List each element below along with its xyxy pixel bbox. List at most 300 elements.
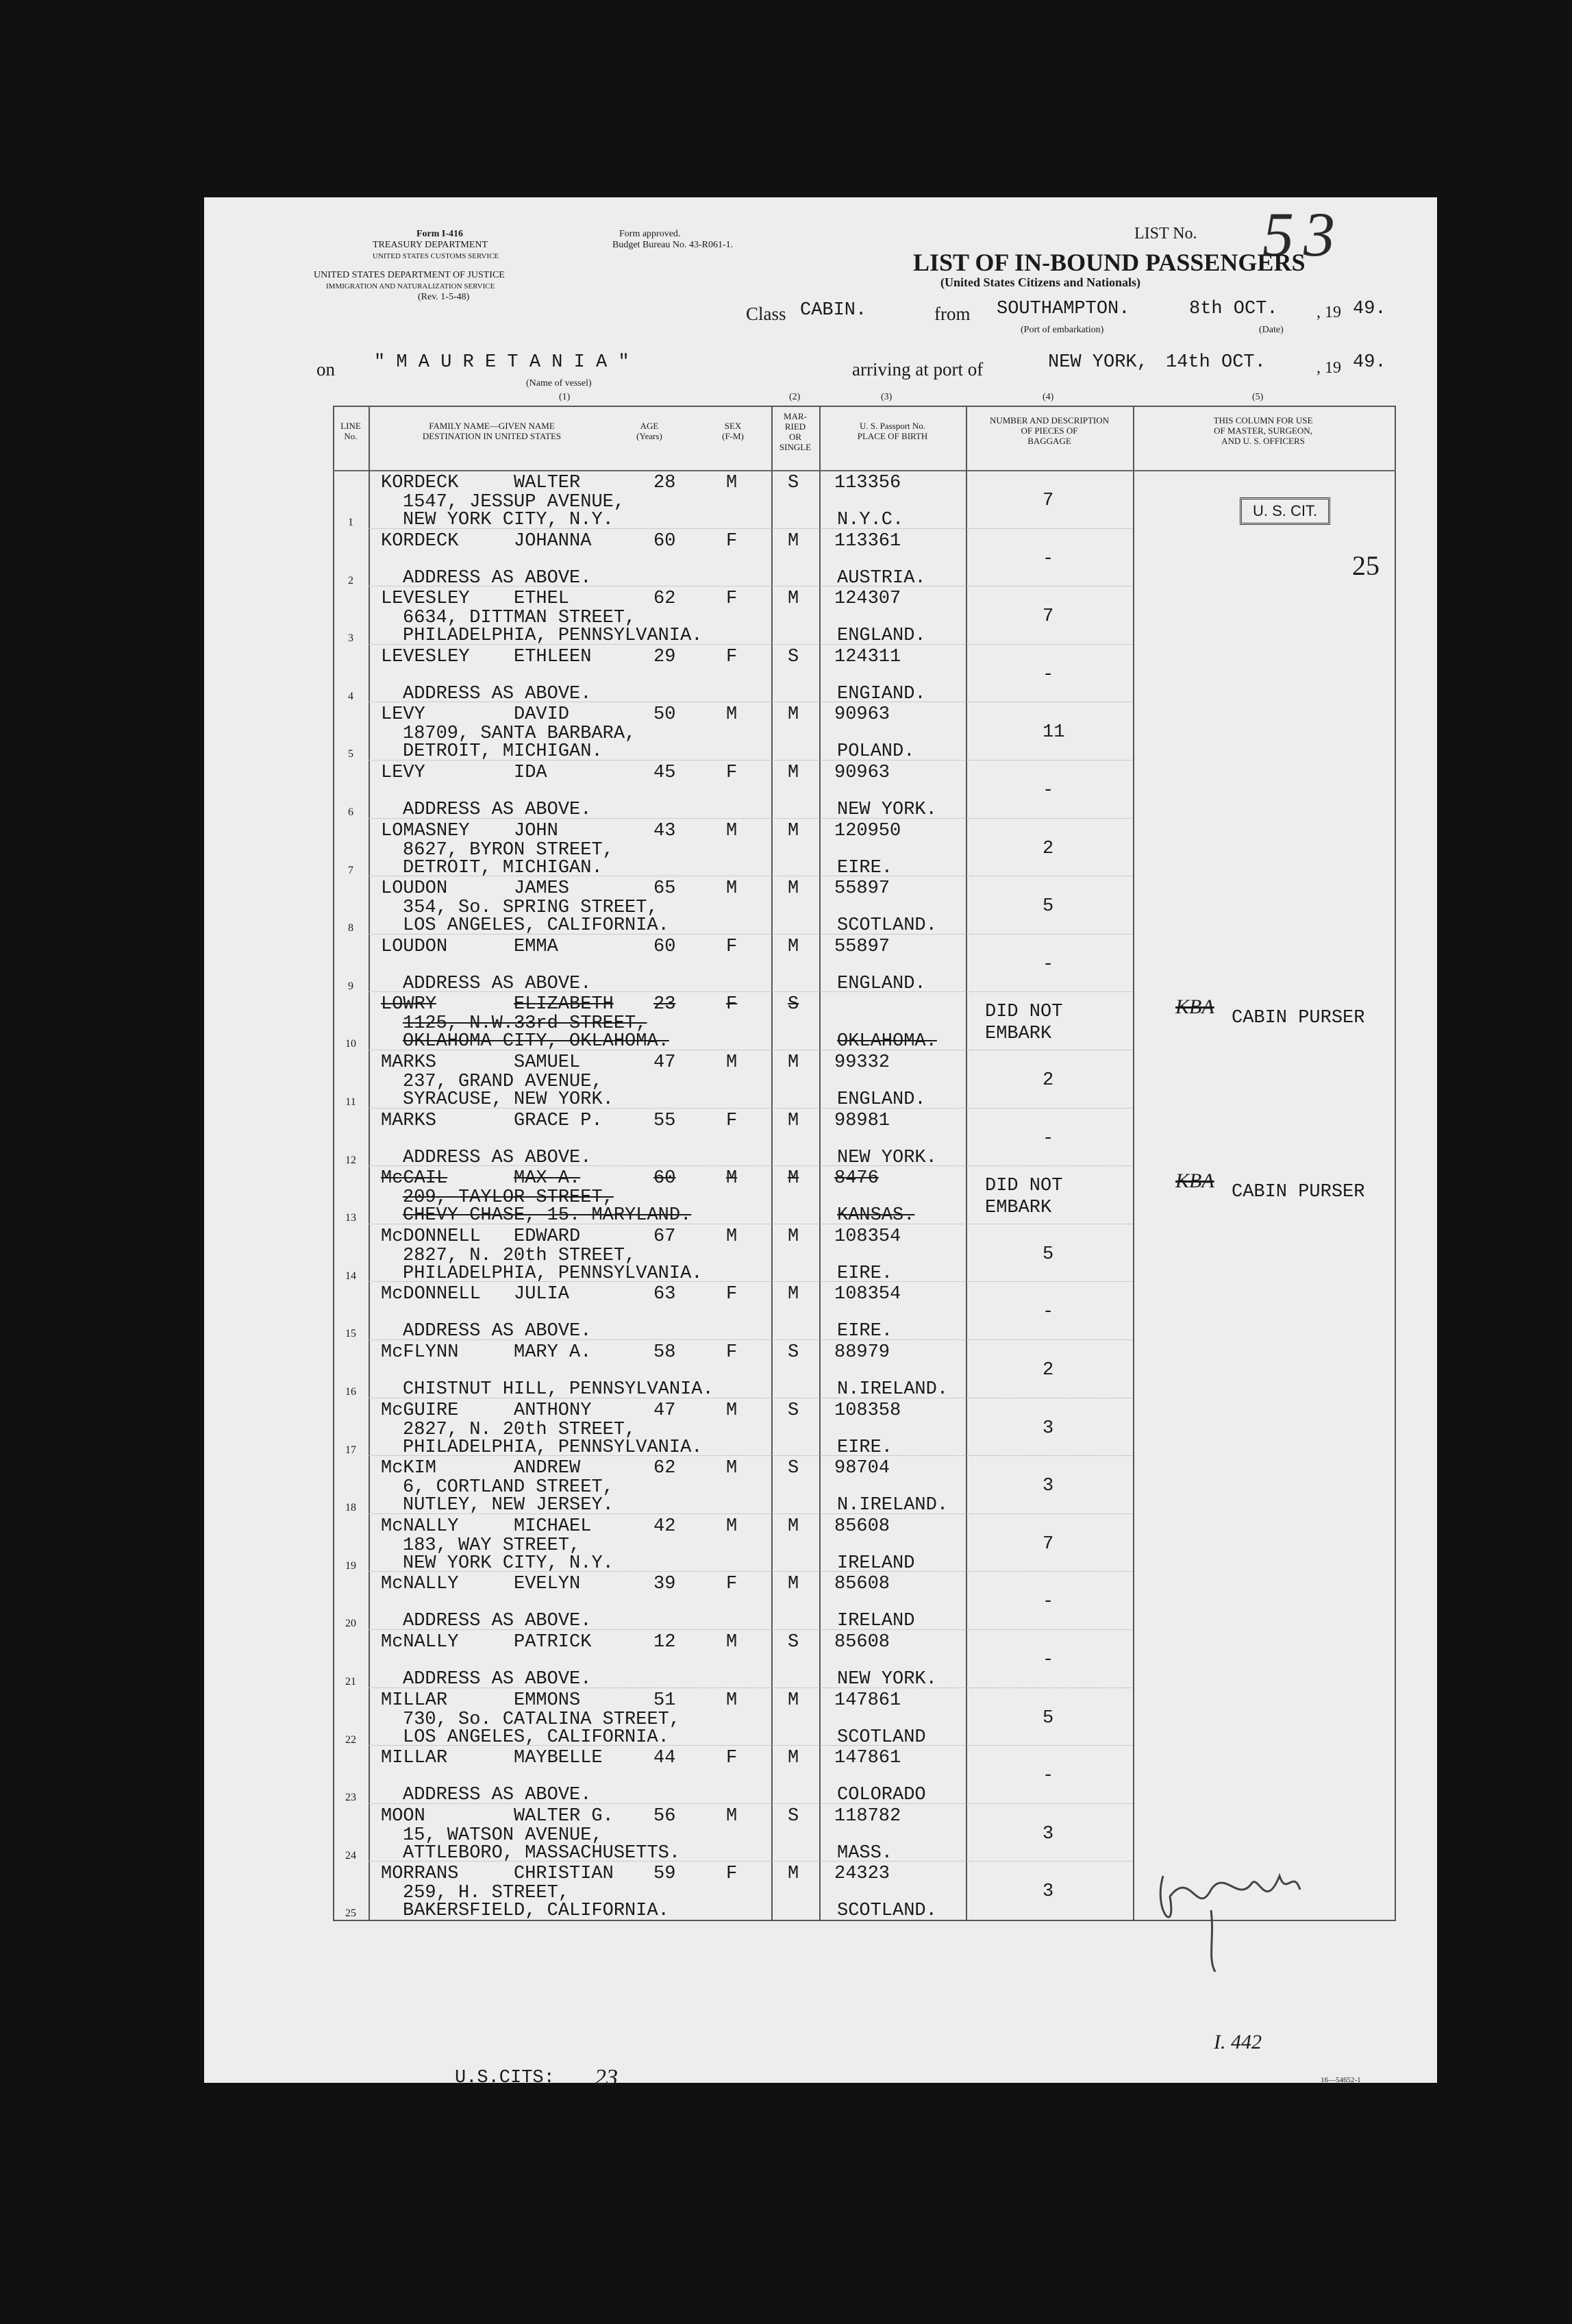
baggage-count: 2 (1043, 1070, 1054, 1091)
sex: F (726, 589, 738, 610)
address-line-1: 2827, N. 20th STREET, (403, 1419, 636, 1440)
passport-number: 108354 (834, 1284, 901, 1305)
table-row (204, 1689, 1437, 1747)
year-prefix-2: , 19 (1317, 359, 1341, 377)
given-name: IDA (514, 763, 547, 783)
marital-status: M (788, 763, 799, 783)
passport-number: 55897 (834, 936, 890, 957)
line-number: 24 (345, 1849, 356, 1862)
given-name: JAMES (514, 878, 570, 900)
age: 55 (653, 1110, 676, 1131)
year-2: 49. (1353, 352, 1386, 373)
marital-status: M (788, 1748, 799, 1769)
given-name: ANTHONY (514, 1400, 592, 1421)
address-line-2: LOS ANGELES, CALIFORNIA. (403, 1727, 669, 1748)
row-separator (369, 1513, 1133, 1514)
row-separator (369, 1803, 1133, 1804)
surname: McNALLY (381, 1632, 459, 1653)
sex: F (726, 1284, 738, 1305)
on-label: on (316, 359, 335, 380)
officer-note: CABIN PURSER (1232, 1182, 1365, 1203)
place-of-birth: ENGLAND. (837, 973, 926, 994)
surname: MARKS (381, 1052, 437, 1073)
marital-status: S (788, 1400, 799, 1421)
passport-number: 147861 (834, 1690, 901, 1711)
surname: LEVESLEY (381, 589, 470, 610)
table-row (204, 1457, 1437, 1515)
sex: F (726, 936, 738, 957)
passport-number: 98981 (834, 1110, 890, 1131)
sex: F (726, 530, 738, 552)
passport-number: 8476 (834, 1168, 879, 1189)
marital-status: S (788, 473, 799, 493)
surname: LOMASNEY (381, 820, 470, 841)
baggage-count: 3 (1043, 1418, 1054, 1439)
marital-status: S (788, 1342, 799, 1363)
age: 43 (653, 820, 676, 841)
marital-status: M (788, 530, 799, 552)
address-line-1: 237, GRAND AVENUE, (403, 1072, 603, 1092)
address-line-1: 730, So. CATALINA STREET, (403, 1709, 681, 1730)
place-of-birth: ENGLAND. (837, 626, 926, 647)
from-label: from (934, 304, 971, 324)
sex: M (726, 1690, 738, 1711)
passport-number: 98704 (834, 1458, 890, 1479)
approval-line-1: Form approved. (619, 229, 681, 239)
row-separator (369, 528, 1133, 529)
address-line-2: ADDRESS AS ABOVE. (403, 1321, 592, 1342)
table-row (204, 1109, 1437, 1167)
baggage-count: - (1043, 664, 1054, 685)
passport-number: 113356 (834, 473, 901, 493)
line-number: 9 (348, 980, 353, 992)
us-cit-count: 25 (1352, 550, 1380, 581)
line-number: 22 (345, 1733, 356, 1746)
passport-number: 118782 (834, 1805, 901, 1827)
header-officers: THIS COLUMN FOR USE OF MASTER, SURGEON, AND U. S. OFFICERS (1213, 415, 1313, 446)
sex: M (726, 1516, 738, 1537)
place-of-birth: MASS. (837, 1842, 893, 1864)
sex: M (726, 1052, 738, 1073)
baggage-count: 11 (1043, 722, 1065, 743)
header-passport: U. S. Passport No. PLACE OF BIRTH (857, 421, 928, 441)
place-of-birth: SCOTLAND. (837, 1901, 937, 1922)
footer-code: 16—54652-1 (1321, 2076, 1361, 2084)
given-name: EDWARD (514, 1226, 581, 1247)
surname: LOUDON (381, 878, 448, 900)
row-separator (369, 991, 1133, 992)
table-row (204, 1051, 1437, 1109)
baggage-count: - (1043, 954, 1054, 975)
baggage-count: 5 (1043, 1707, 1054, 1729)
header-age: AGE (Years) (636, 421, 662, 441)
row-separator (369, 1165, 1133, 1166)
address-line-1: 8627, BYRON STREET, (403, 839, 614, 861)
table-row (204, 1283, 1437, 1341)
given-name: ANDREW (514, 1458, 581, 1479)
marital-status: S (788, 1458, 799, 1479)
line-number: 17 (345, 1444, 356, 1456)
address-line-2: ADDRESS AS ABOVE. (403, 683, 592, 704)
row-separator (369, 818, 1133, 819)
marital-status: S (788, 646, 799, 667)
age: 60 (653, 1168, 676, 1189)
surname: McNALLY (381, 1574, 459, 1595)
table-row (204, 1341, 1437, 1399)
officer-initials: KBA (1175, 1170, 1214, 1193)
baggage-count: 3 (1043, 1476, 1054, 1497)
surname: MILLAR (381, 1748, 448, 1769)
sex: M (726, 704, 738, 726)
marital-status: M (788, 1052, 799, 1073)
departure-date: 8th OCT. (1189, 299, 1278, 319)
age: 65 (653, 878, 676, 900)
line-number: 10 (345, 1038, 356, 1050)
arrival-date: 14th OCT. (1166, 352, 1266, 373)
address-line-2: PHILADELPHIA, PENNSYLVANIA. (403, 626, 703, 647)
marital-status: M (788, 1690, 799, 1711)
address-line-2: ADDRESS AS ABOVE. (403, 1611, 592, 1632)
given-name: EMMA (514, 936, 558, 957)
marital-status: M (788, 1516, 799, 1537)
row-separator (369, 1861, 1133, 1862)
sex: F (726, 1864, 738, 1885)
dept-line-1: TREASURY DEPARTMENT (373, 240, 488, 250)
address-line-2: OKLAHOMA CITY, OKLAHOMA. (403, 1031, 669, 1052)
dept-line-2: UNITED STATES CUSTOMS SERVICE (373, 252, 499, 260)
given-name: JOHN (514, 820, 558, 841)
place-of-birth: N.IRELAND. (837, 1495, 949, 1516)
baggage-count: 2 (1043, 1360, 1054, 1381)
table-row (204, 819, 1437, 878)
given-name: WALTER G. (514, 1805, 614, 1827)
marital-status: M (788, 878, 799, 900)
place-of-birth: POLAND. (837, 741, 915, 763)
baggage-count: - (1043, 1650, 1054, 1670)
place-of-birth: NEW YORK. (837, 1147, 937, 1168)
surname: McDONNELL (381, 1226, 481, 1247)
form-title: LIST OF IN-BOUND PASSENGERS (913, 249, 1306, 276)
header-sex: SEX (F-M) (722, 421, 744, 441)
row-separator (369, 1339, 1133, 1340)
col-num-4: (4) (1043, 392, 1054, 402)
row-separator (369, 760, 1133, 761)
manifest-sheet (204, 197, 1437, 2090)
surname: McCAIL (381, 1168, 448, 1189)
table-row (204, 645, 1437, 704)
col-num-2: (2) (789, 392, 801, 402)
place-of-birth: SCOTLAND (837, 1727, 926, 1748)
year-prefix-1: , 19 (1317, 304, 1341, 321)
address-line-2: ADDRESS AS ABOVE. (403, 1147, 592, 1168)
form-number: Form I-416 (416, 229, 464, 239)
address-line-2: ATTLEBORO, MASSACHUSETTS. (403, 1842, 681, 1864)
address-line-2: NUTLEY, NEW JERSEY. (403, 1495, 614, 1516)
age: 51 (653, 1690, 676, 1711)
address-line-2: LOS ANGELES, CALIFORNIA. (403, 915, 669, 937)
place-of-birth: NEW YORK. (837, 1669, 937, 1690)
age: 23 (653, 994, 676, 1015)
line-number: 25 (345, 1907, 356, 1920)
baggage-count: 3 (1043, 1881, 1054, 1903)
address-line-1: 6634, DITTMAN STREET, (403, 608, 636, 629)
marital-status: S (788, 1632, 799, 1653)
address-line-2: PHILADELPHIA, PENNSYLVANIA. (403, 1263, 703, 1284)
header-married: MAR- RIED OR SINGLE (779, 411, 812, 452)
age: 59 (653, 1864, 676, 1885)
given-name: MARY A. (514, 1342, 592, 1363)
from-caption: (Port of embarkation) (1021, 325, 1104, 335)
line-number: 14 (345, 1270, 356, 1282)
place-of-birth: N.IRELAND. (837, 1379, 949, 1400)
baggage-count: - (1043, 1128, 1054, 1149)
line-number: 6 (348, 806, 353, 818)
surname: LEVY (381, 763, 425, 783)
place-of-birth: NEW YORK. (837, 800, 937, 820)
passport-number: 108358 (834, 1400, 901, 1421)
row-separator (369, 1745, 1133, 1746)
line-number: 8 (348, 922, 353, 935)
baggage-count: 3 (1043, 1823, 1054, 1844)
marital-status: M (788, 1864, 799, 1885)
sex: M (726, 473, 738, 493)
address-line-1: 2827, N. 20th STREET, (403, 1245, 636, 1266)
baggage-count: DID NOT EMBARK (985, 1176, 1063, 1219)
address-line-1: 354, So. SPRING STREET, (403, 898, 658, 919)
baggage-count: - (1043, 548, 1054, 569)
address-line-1: 6, CORTLAND STREET, (403, 1477, 614, 1498)
marital-status: M (788, 1574, 799, 1595)
given-name: JULIA (514, 1284, 570, 1305)
row-separator (369, 1571, 1133, 1572)
bottom-count-label: U.S.CITS: (455, 2068, 555, 2088)
line-number: 20 (345, 1618, 356, 1630)
table-row (204, 587, 1437, 645)
address-line-1: 1547, JESSUP AVENUE, (403, 492, 625, 512)
class-label: Class (746, 304, 786, 324)
marital-status: S (788, 994, 799, 1015)
baggage-count: 5 (1043, 896, 1054, 917)
place-of-birth: EIRE. (837, 1263, 893, 1284)
passport-number: 124311 (834, 646, 901, 667)
table-row (204, 761, 1437, 819)
age: 62 (653, 589, 676, 610)
bottom-count-value: 23 (595, 2065, 618, 2090)
passport-number: 85608 (834, 1632, 890, 1653)
address-line-2: ADDRESS AS ABOVE. (403, 973, 592, 994)
place-of-birth: KANSAS. (837, 1205, 915, 1226)
line-number: 15 (345, 1328, 356, 1340)
marital-status: M (788, 936, 799, 957)
baggage-count: 7 (1043, 606, 1054, 628)
table-row (204, 1805, 1437, 1863)
marital-status: M (788, 704, 799, 726)
age: 12 (653, 1632, 676, 1653)
given-name: WALTER (514, 473, 581, 493)
line-number: 13 (345, 1212, 356, 1224)
sex: M (726, 1400, 738, 1421)
marital-status: M (788, 589, 799, 610)
form-subtitle: (United States Citizens and Nationals) (940, 275, 1141, 289)
handwritten-signature (1149, 1855, 1307, 1996)
given-name: DAVID (514, 704, 570, 726)
us-cit-stamp: U. S. CIT. (1240, 497, 1330, 525)
age: 50 (653, 704, 676, 726)
age: 44 (653, 1748, 676, 1769)
col-num-1: (1) (559, 392, 571, 402)
surname: McKIM (381, 1458, 437, 1479)
passport-number: 108354 (834, 1226, 901, 1247)
baggage-count: 7 (1043, 491, 1054, 511)
given-name: ETHLEEN (514, 646, 592, 667)
col-num-5: (5) (1252, 392, 1264, 402)
vessel-name: " M A U R E T A N I A " (374, 352, 629, 373)
age: 60 (653, 530, 676, 552)
address-line-1: 15, WATSON AVENUE, (403, 1825, 603, 1846)
sex: M (726, 1226, 738, 1247)
marital-status: M (788, 1284, 799, 1305)
sex: M (726, 1168, 738, 1189)
vessel-caption: (Name of vessel) (526, 378, 592, 388)
surname: McNALLY (381, 1516, 459, 1537)
age: 39 (653, 1574, 676, 1595)
address-line-2: ADDRESS AS ABOVE. (403, 1669, 592, 1690)
table-row (204, 1572, 1437, 1631)
given-name: ETHEL (514, 589, 570, 610)
sex: F (726, 646, 738, 667)
table-row (204, 1746, 1437, 1805)
age: 62 (653, 1458, 676, 1479)
address-line-1: 209, TAYLOR STREET, (403, 1187, 614, 1209)
line-number: 1 (348, 517, 353, 528)
address-line-2: PHILADELPHIA, PENNSYLVANIA. (403, 1437, 703, 1458)
baggage-count: - (1043, 780, 1054, 801)
line-number: 12 (345, 1154, 356, 1166)
year-1: 49. (1353, 299, 1386, 319)
address-line-2: NEW YORK CITY, N.Y. (403, 510, 614, 530)
sex: M (726, 1632, 738, 1653)
sex: M (726, 1458, 738, 1479)
officer-code: I. 442 (1214, 2031, 1262, 2053)
given-name: SAMUEL (514, 1052, 581, 1073)
row-separator (369, 1108, 1133, 1109)
address-line-1: 183, WAY STREET, (403, 1535, 581, 1556)
given-name: EMMONS (514, 1690, 581, 1711)
baggage-count: - (1043, 1302, 1054, 1323)
baggage-count: DID NOT EMBARK (985, 1002, 1063, 1045)
approval-line-2: Budget Bureau No. 43-R061-1. (612, 240, 734, 250)
place-of-birth: ENGLAND. (837, 1089, 926, 1110)
row-separator (369, 644, 1133, 645)
sex: F (726, 994, 738, 1015)
surname: LEVESLEY (381, 646, 470, 667)
address-line-2: NEW YORK CITY, N.Y. (403, 1553, 614, 1574)
place-of-birth: EIRE. (837, 1437, 893, 1458)
officer-note: CABIN PURSER (1232, 1008, 1365, 1029)
header-line-no: LINE No. (340, 421, 361, 441)
given-name: JOHANNA (514, 530, 592, 552)
table-row (204, 877, 1437, 935)
surname: KORDECK (381, 473, 459, 493)
age: 29 (653, 646, 676, 667)
address-line-2: SYRACUSE, NEW YORK. (403, 1089, 614, 1110)
list-no-label: LIST No. (1134, 225, 1197, 243)
surname: KORDECK (381, 530, 459, 552)
dept-line-4: IMMIGRATION AND NATURALIZATION SERVICE (326, 282, 495, 290)
from-value: SOUTHAMPTON. (997, 299, 1130, 319)
address-line-2: CHEVY CHASE, 15. MARYLAND. (403, 1205, 692, 1226)
marital-status: M (788, 1110, 799, 1131)
surname: LOUDON (381, 936, 448, 957)
line-number: 2 (348, 574, 353, 586)
row-separator (369, 1629, 1133, 1630)
age: 67 (653, 1226, 676, 1247)
marital-status: M (788, 1226, 799, 1247)
marital-status: M (788, 1168, 799, 1189)
address-line-2: DETROIT, MICHIGAN. (403, 741, 603, 763)
address-line-2: CHISTNUT HILL, PENNSYLVANIA. (403, 1379, 714, 1400)
table-row (204, 935, 1437, 993)
passport-number: 55897 (834, 878, 890, 900)
row-separator (369, 1281, 1133, 1282)
passport-number: 85608 (834, 1574, 890, 1595)
table-row (204, 1167, 1437, 1225)
given-name: CHRISTIAN (514, 1864, 614, 1885)
class-value: CABIN. (800, 300, 867, 321)
passport-number: 120950 (834, 820, 901, 841)
arrival-port: NEW YORK, (1048, 352, 1148, 373)
sex: M (726, 878, 738, 900)
sex: F (726, 1574, 738, 1595)
line-number: 4 (348, 690, 353, 702)
place-of-birth: EIRE. (837, 857, 893, 878)
given-name: PATRICK (514, 1632, 592, 1653)
place-of-birth: IRELAND (837, 1611, 915, 1632)
sex: F (726, 763, 738, 783)
sex: F (726, 1110, 738, 1131)
passport-number: 90963 (834, 763, 890, 783)
place-of-birth: AUSTRIA. (837, 567, 926, 589)
sex: F (726, 1342, 738, 1363)
table-row (204, 993, 1437, 1051)
passport-number: 99332 (834, 1052, 890, 1073)
line-number: 16 (345, 1386, 356, 1398)
dept-line-5: (Rev. 1-5-48) (418, 292, 470, 302)
surname: MORRANS (381, 1864, 459, 1885)
surname: MARKS (381, 1110, 437, 1131)
list-no-value: 53 (1262, 199, 1345, 269)
baggage-count: 5 (1043, 1244, 1054, 1265)
surname: MOON (381, 1805, 425, 1827)
line-number: 19 (345, 1559, 356, 1572)
baggage-count: 7 (1043, 1533, 1054, 1555)
table-row (204, 703, 1437, 761)
line-number: 3 (348, 632, 353, 645)
passport-number: 90963 (834, 704, 890, 726)
given-name: GRACE P. (514, 1110, 603, 1131)
age: 47 (653, 1052, 676, 1073)
table-row (204, 1225, 1437, 1283)
sex: M (726, 1805, 738, 1827)
age: 45 (653, 763, 676, 783)
age: 63 (653, 1284, 676, 1305)
surname: McGUIRE (381, 1400, 459, 1421)
table-row (204, 1515, 1437, 1573)
given-name: MAYBELLE (514, 1748, 603, 1769)
passport-number: 88979 (834, 1342, 890, 1363)
marital-status: M (788, 820, 799, 841)
row-separator (369, 934, 1133, 935)
